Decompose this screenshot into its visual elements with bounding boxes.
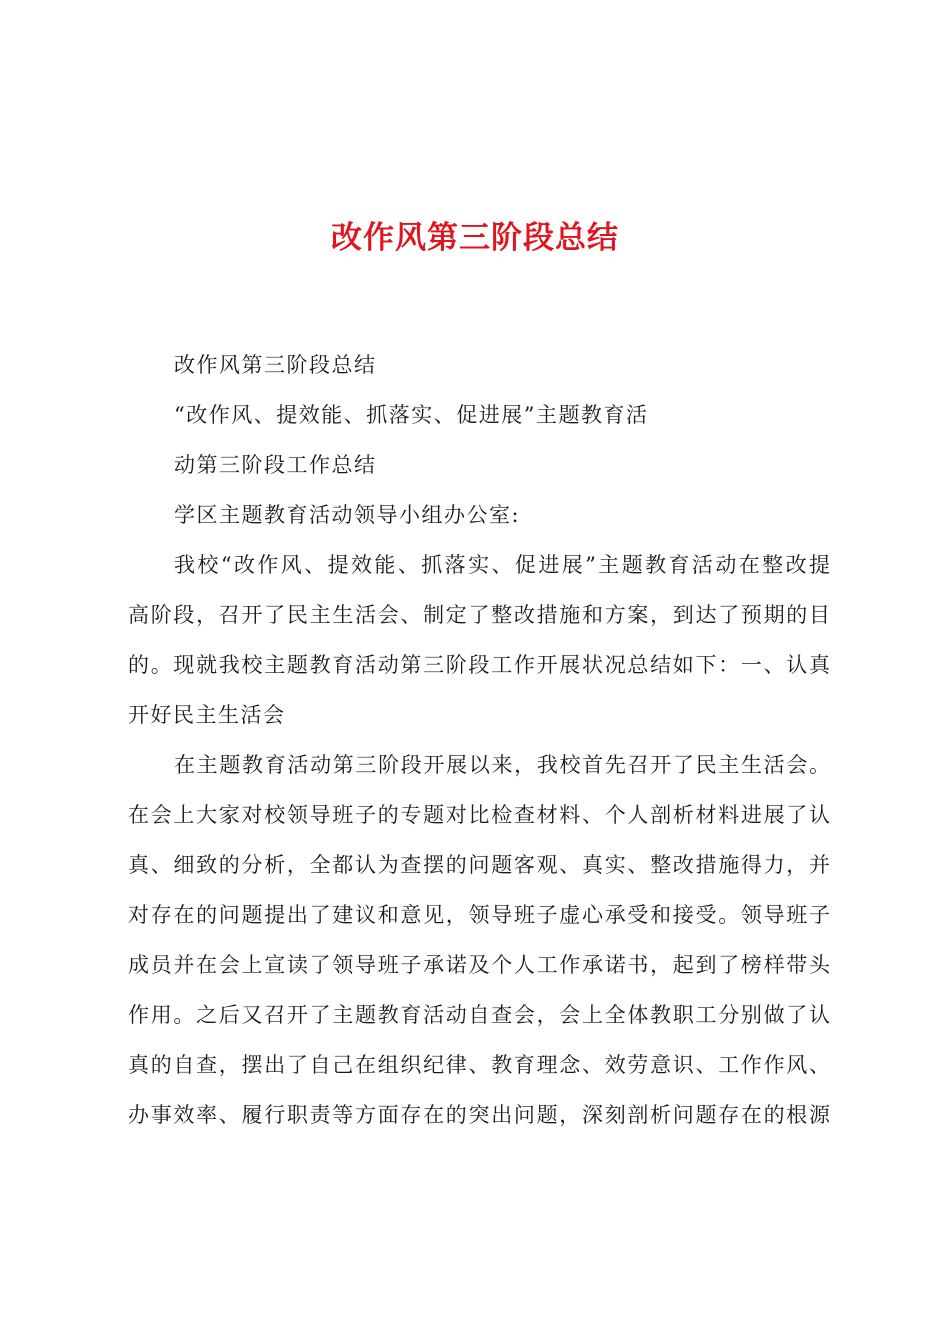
- paragraph-line: 学区主题教育活动领导小组办公室:: [174, 503, 521, 527]
- paragraph-line: 在会上大家对校领导班子的专题对比检查材料、个人剖析材料进展了认: [128, 803, 830, 827]
- paragraph-line: 作用。之后又召开了主题教育活动自查会，会上全体教职工分别做了认: [128, 1003, 830, 1027]
- paragraph-line: 高阶段，召开了民主生活会、制定了整改措施和方案，到达了预期的目: [128, 603, 830, 627]
- paragraph-line: 办事效率、履行职责等方面存在的突出问题，深刻剖析问题存在的根源: [128, 1103, 830, 1127]
- paragraph-line: 真、细致的分析，全都认为查摆的问题客观、真实、整改措施得力，并: [128, 853, 830, 877]
- paragraph-line: “改作风、提效能、抓落实、促进展”主题教育活: [174, 403, 649, 427]
- paragraph-line: 成员并在会上宣读了领导班子承诺及个人工作承诺书，起到了榜样带头: [128, 953, 830, 977]
- paragraph-line: 动第三阶段工作总结: [174, 453, 377, 477]
- paragraph-line: 的。现就我校主题教育活动第三阶段工作开展状况总结如下：一、认真: [128, 653, 830, 677]
- paragraph-line: 在主题教育活动第三阶段开展以来，我校首先召开了民主生活会。: [174, 753, 830, 777]
- paragraph-line: 改作风第三阶段总结: [174, 353, 377, 377]
- paragraph-line: 我校“改作风、提效能、抓落实、促进展”主题教育活动在整改提: [174, 553, 830, 577]
- paragraph-line: 对存在的问题提出了建议和意见，领导班子虚心承受和接受。领导班子: [128, 903, 830, 927]
- paragraph-line: 开好民主生活会: [128, 703, 286, 727]
- document-title: 改作风第三阶段总结: [331, 220, 619, 256]
- document-body: [128, 340, 830, 1140]
- paragraph-line: 真的自查，摆出了自己在组织纪律、教育理念、效劳意识、工作作风、: [128, 1053, 830, 1077]
